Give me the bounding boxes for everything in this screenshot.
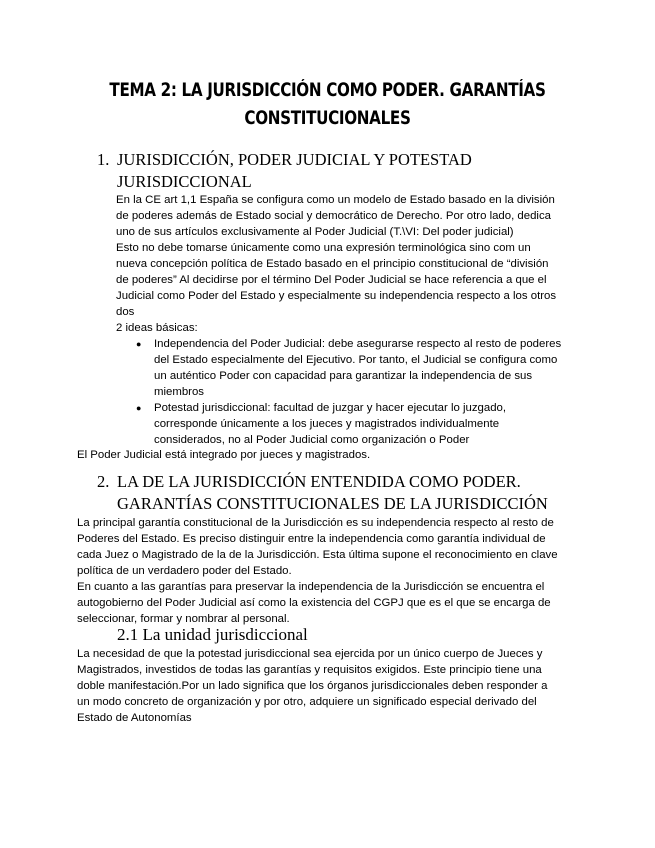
section-1-number: 1. [97,150,110,169]
bullet-1-text-line: Independencia del Poder Judicial: debe asegurarse respecto al resto de poderes [154,338,562,350]
subsection-2-1-text-line: doble manifestación.Por un lado significa que los órganos jurisdiccionales deben responder a [77,680,548,692]
bullet-2-text-line: considerados, no al Poder Judicial como organización o Poder [154,434,470,446]
bullet-icon: ● [136,403,142,413]
document-title-line-2: CONSTITUCIONALES [244,108,411,129]
section-2-text-line: cada Juez o Magistrado de la de la Jurisdicción. Esta última supone el reconocimiento en clave [77,549,558,561]
section-2-text-line: Poderes del Estado. Es preciso distinguir entre la independencia como garantía individual de [77,533,546,545]
document-title-line-1: TEMA 2: LA JURISDICCIÓN COMO PODER. GARANTÍAS [109,80,546,101]
section-1-heading-line-2: JURISDICCIONAL [117,172,252,191]
subsection-2-1-text-line: Magistrados, investidos de todas las garantías y requisitos exigidos. Este principio tiene una [77,664,542,676]
section-1-text-line: de poderes además de Estado social y democrático de Derecho. Por otro lado, dedica [116,210,551,222]
section-1-closing: El Poder Judicial está integrado por jueces y magistrados. [77,449,371,461]
section-2-heading-line-1: LA DE LA JURISDICCIÓN ENTENDIDA COMO PODER. [117,472,521,491]
bullet-1-text-line: un auténtico Poder con capacidad para garantizar la independencia de sus [154,370,533,382]
section-2-text-line: política de un verdadero poder del Estado. [77,565,292,577]
bullet-1-text-line: miembros [154,386,205,398]
subsection-2-1-text-line: un modo concreto de organización y por otro, adquiere un significado especial derivado del [77,696,537,708]
subsection-2-1-heading: 2.1 La unidad jurisdiccional [117,625,308,644]
section-1-text-line: dos [116,306,135,318]
section-1-text-line: de poderes” Al decidirse por el término Del Poder Judicial se hace referencia a que el [116,274,547,286]
section-1-text-line: Judicial como Poder del Estado y especialmente su independencia respecto a los otros [116,290,557,302]
section-1-text-line: 2 ideas básicas: [116,322,198,334]
section-2-text-line: seleccionar, formar y nombrar al personal. [77,613,290,625]
section-1-text-line: En la CE art 1,1 España se configura como un modelo de Estado basado en la división [116,194,555,206]
subsection-2-1-text-line: Estado de Autonomías [77,712,192,724]
section-1-text-line: uno de sus artículos exclusivamente al Poder Judicial (T.\VI: Del poder judicial) [116,226,514,238]
section-2-heading-line-2: GARANTÍAS CONSTITUCIONALES DE LA JURISDICCIÓN [117,494,548,513]
section-2-text-line: autogobierno del Poder Judicial así como la existencia del CGPJ que es el que se encarga de [77,597,551,609]
subsection-2-1-text-line: La necesidad de que la potestad jurisdiccional sea ejercida por un único cuerpo de Jueces y [77,648,543,660]
bullet-2-text-line: corresponde únicamente a los jueces y magistrados individualmente [154,418,500,430]
section-1-text-line: Esto no debe tomarse únicamente como una expresión terminológica sino com un [116,242,531,254]
bullet-2-text-line: Potestad jurisdiccional: facultad de juzgar y hacer ejecutar lo juzgado, [154,402,507,414]
section-2-text-line: En cuanto a las garantías para preservar la independencia de la Jurisdicción se encuentra el [77,581,545,593]
bullet-1-text-line: del Estado especialmente del Ejecutivo. Por tanto, el Judicial se configura como [154,354,558,366]
section-1-heading-line-1: JURISDICCIÓN, PODER JUDICIAL Y POTESTAD [117,150,472,169]
bullet-icon: ● [136,339,142,349]
section-2-number: 2. [97,472,110,491]
section-2-text-line: La principal garantía constitucional de la Jurisdicción es su independencia respecto al resto de [77,517,554,529]
section-1-text-line: nueva concepción política de Estado basado en el principio constitucional de “división [116,258,549,270]
